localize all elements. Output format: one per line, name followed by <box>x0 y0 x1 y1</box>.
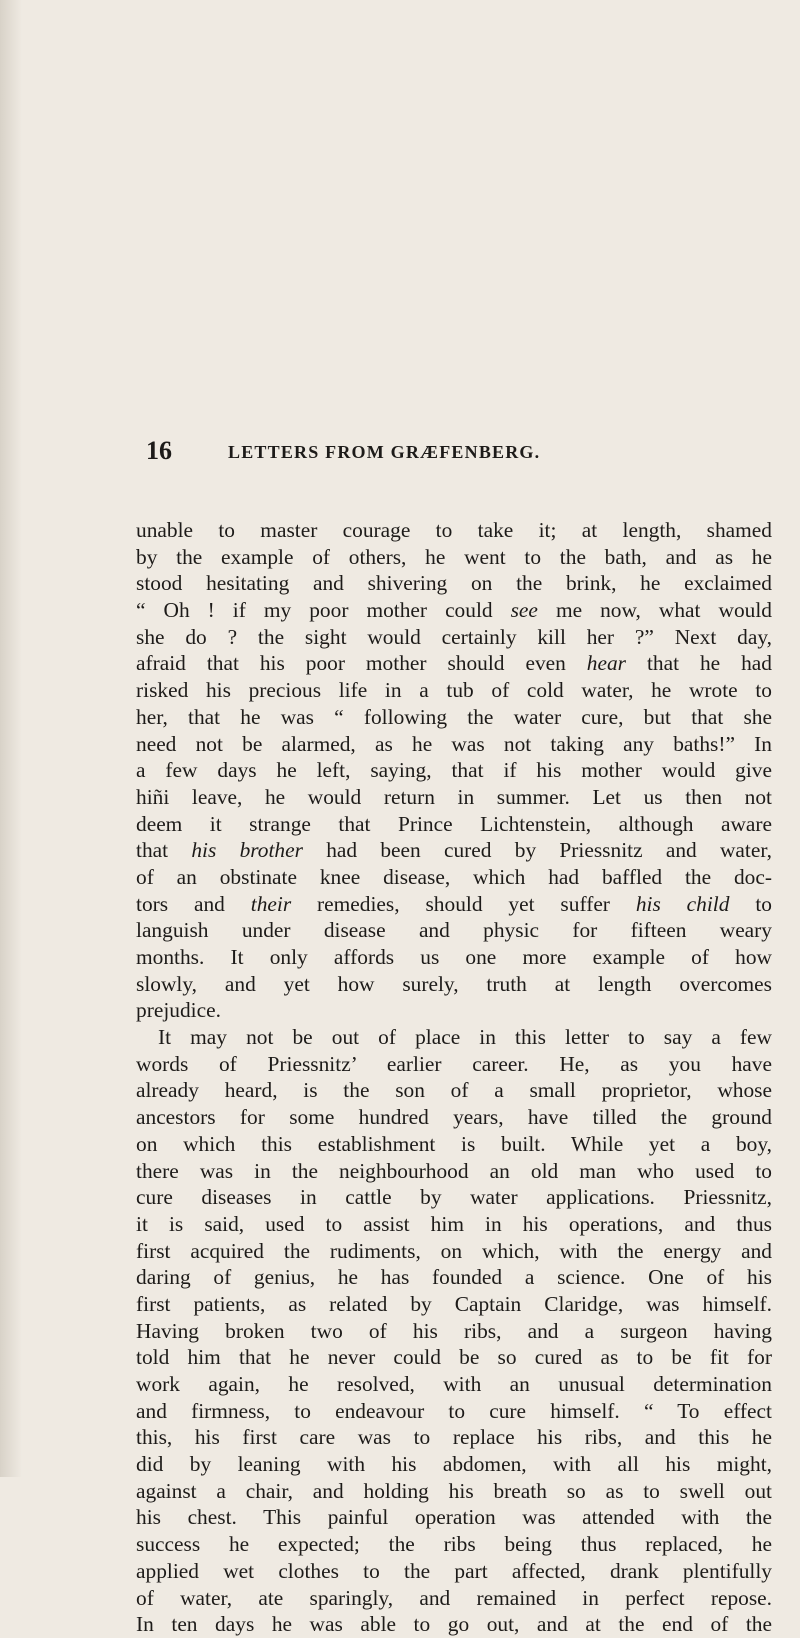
text-line <box>136 570 772 597</box>
text-line <box>136 677 772 704</box>
text-segment: that <box>136 838 192 863</box>
text-segment: It may not be out of place in this letter to say a few <box>158 1025 772 1050</box>
text-segment: unable to master courage to take it; at length, shamed <box>136 518 772 542</box>
page-header <box>146 438 756 474</box>
italic-text: his brother <box>191 838 303 863</box>
text-segment: risked his precious life in a tub of cold water, he wrote to <box>136 678 772 703</box>
text-segment: deem it strange that Prince Lichtenstein, although aware <box>136 811 772 836</box>
text-line <box>136 837 772 864</box>
text-segment: a few days he left, saying, that if his mother would give <box>136 758 772 783</box>
text-segment: that he had <box>626 651 772 676</box>
text-segment: against a chair, and holding his breath so as to swell out <box>136 1478 772 1503</box>
text-segment: and firmness, to endeavour to cure himself. “ To effect <box>136 1398 772 1423</box>
text-line <box>136 544 772 571</box>
text-segment: of an obstinate knee disease, which had baffled the doc- <box>136 864 772 889</box>
text-segment: words of Priessnitz’ earlier career. He, as you have <box>136 1051 772 1076</box>
text-segment: need not be alarmed, as he was not taking any baths!” In <box>136 731 772 756</box>
text-segment: languish under disease and physic for fifteen weary <box>136 918 772 943</box>
text-segment: cure diseases in cattle by water applications. Priessnitz, <box>136 1185 772 1210</box>
text-line <box>136 624 772 651</box>
text-segment: to <box>729 891 772 916</box>
text-line <box>136 784 772 811</box>
text-line <box>136 1424 772 1451</box>
text-line <box>136 971 772 998</box>
text-line <box>136 997 772 1024</box>
text-segment: applied wet clothes to the part affected, drank plentifully <box>136 1558 772 1583</box>
text-segment: she do ? the sight would certainly kill her ?” Next day, <box>136 624 772 649</box>
text-line <box>136 1131 772 1158</box>
text-segment: on which this establishment is built. While yet a boy, <box>136 1131 772 1156</box>
text-line <box>136 1318 772 1345</box>
text-segment: this, his first care was to replace his ribs, and this he <box>136 1425 772 1450</box>
text-line <box>136 811 772 838</box>
italic-text: see <box>510 598 538 623</box>
text-line <box>136 1184 772 1211</box>
text-segment: remedies, should yet suffer <box>291 891 636 916</box>
text-line <box>136 1398 772 1425</box>
text-segment: first acquired the rudiments, on which, with the energy and <box>136 1238 772 1263</box>
text-segment: months. It only affords us one more example of how <box>136 945 772 969</box>
text-line <box>136 944 772 971</box>
text-segment: hiñi leave, he would return in summer. Let us then not <box>136 784 772 809</box>
text-line <box>136 1024 772 1051</box>
text-segment: stood hesitating and shivering on the brink, he exclaimed <box>136 571 772 596</box>
text-segment: me now, what would <box>537 598 772 623</box>
text-line <box>136 1611 772 1638</box>
text-line <box>136 597 772 624</box>
text-segment: “ Oh ! if my poor mother could <box>136 598 511 623</box>
text-line <box>136 1504 772 1531</box>
italic-text: his child <box>635 891 730 916</box>
text-line <box>136 891 772 918</box>
text-segment: slowly, and yet how surely, truth at length overcomes <box>136 971 772 996</box>
text-line <box>136 1264 772 1291</box>
text-segment: his chest. This painful operation was attended with the <box>136 1505 772 1530</box>
text-line <box>136 1371 772 1398</box>
text-line <box>136 1478 772 1505</box>
text-line <box>136 1531 772 1558</box>
page-edge-shadow <box>0 0 22 1477</box>
text-segment: prejudice. <box>136 998 221 1023</box>
text-line <box>136 1211 772 1238</box>
running-head: LETTERS FROM GRÆFENBERG. <box>228 442 541 462</box>
text-segment: it is said, used to assist him in his operations, and thus <box>136 1211 772 1236</box>
text-segment: by the example of others, he went to the bath, and as he <box>136 544 772 569</box>
text-segment: first patients, as related by Captain Claridge, was himself. <box>136 1291 772 1316</box>
text-segment: there was in the neighbourhood an old man who used to <box>136 1158 772 1183</box>
text-line <box>136 917 772 944</box>
text-line <box>136 1291 772 1318</box>
text-segment: Having broken two of his ribs, and a surgeon having <box>136 1318 772 1343</box>
body-text <box>136 517 772 1638</box>
italic-text: hear <box>586 651 626 676</box>
text-line <box>136 1451 772 1478</box>
text-line <box>136 1558 772 1585</box>
text-segment: work again, he resolved, with an unusual determination <box>136 1372 772 1396</box>
text-line <box>136 757 772 784</box>
text-line <box>136 704 772 731</box>
text-line <box>136 1158 772 1185</box>
text-line <box>136 731 772 758</box>
text-segment: already heard, is the son of a small proprietor, whose <box>136 1078 772 1103</box>
text-segment: of water, ate sparingly, and remained in perfect repose. <box>136 1585 772 1610</box>
text-segment: told him that he never could be so cured as to be fit for <box>136 1345 772 1370</box>
text-line <box>136 1344 772 1371</box>
text-line <box>136 1051 772 1078</box>
text-segment: afraid that his poor mother should even <box>136 651 587 676</box>
text-segment: daring of genius, he has founded a science. One of his <box>136 1265 772 1290</box>
text-line <box>136 1585 772 1612</box>
text-line <box>136 864 772 891</box>
text-segment: her, that he was “ following the water cure, but that she <box>136 704 772 729</box>
page-number: 16 <box>146 436 172 465</box>
text-segment: had been cured by Priessnitz and water, <box>302 838 772 863</box>
italic-text: their <box>250 891 292 916</box>
text-segment: tors and <box>136 891 251 916</box>
text-segment: ancestors for some hundred years, have tilled the ground <box>136 1105 772 1130</box>
text-segment: In ten days he was able to go out, and at the end of the <box>136 1612 772 1637</box>
text-line <box>136 1238 772 1265</box>
text-line <box>136 1077 772 1104</box>
text-segment: did by leaning with his abdomen, with all his might, <box>136 1452 772 1477</box>
text-line <box>136 1104 772 1131</box>
text-line <box>136 650 772 677</box>
text-line <box>136 517 772 544</box>
text-segment: success he expected; the ribs being thus replaced, he <box>136 1532 772 1557</box>
